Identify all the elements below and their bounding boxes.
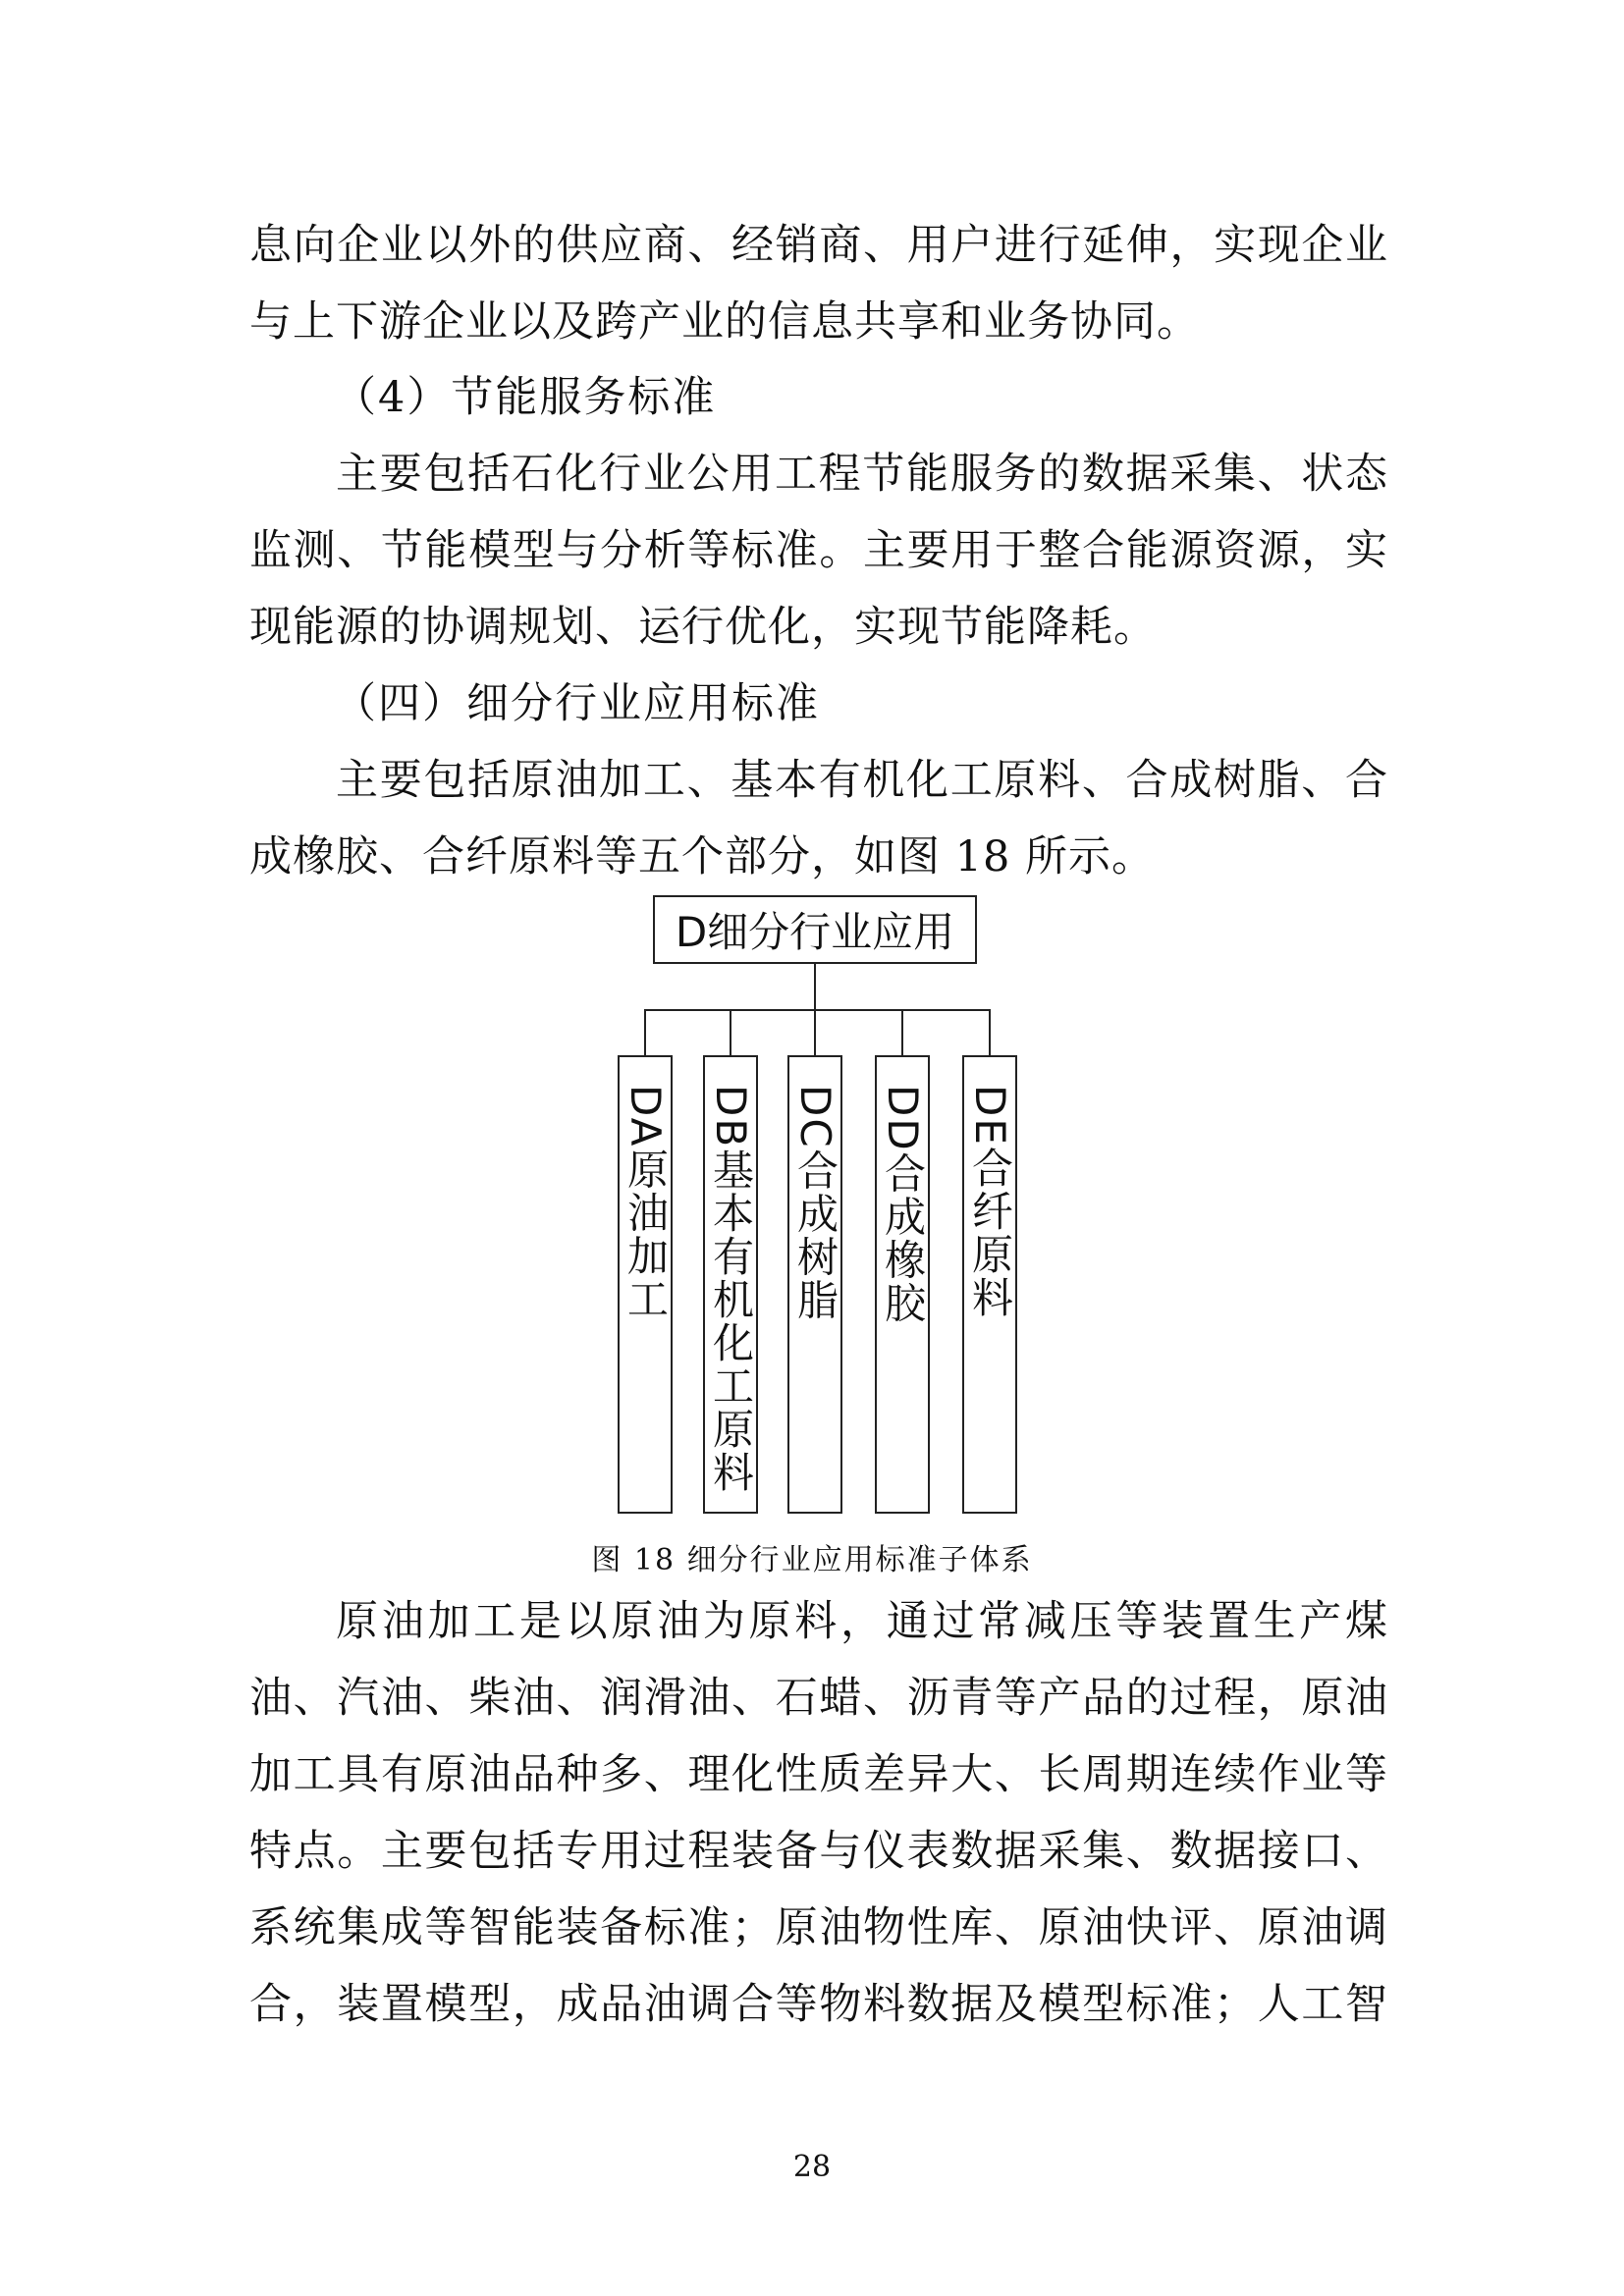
paragraph-line: 特点。主要包括专用过程装备与仪表数据采集、数据接口、: [249, 1827, 1388, 1876]
diagram-child-label: DE合纤原料: [966, 1085, 1014, 1319]
diagram-child-label: DB基本有机化工原料: [707, 1085, 755, 1495]
paragraph-line: 息向企业以外的供应商、经销商、用户进行延伸，实现企业: [249, 221, 1388, 270]
paragraph-line: 现能源的协调规划、运行优化，实现节能降耗。: [249, 603, 1157, 652]
paragraph-line: 主要包括石化行业公用工程节能服务的数据采集、状态: [336, 450, 1388, 499]
page-number: 28: [792, 2150, 832, 2184]
section-heading: （4）节能服务标准: [334, 373, 717, 422]
paragraph-line: 加工具有原油品种多、理化性质差异大、长周期连续作业等: [249, 1750, 1388, 1799]
section-heading: （四）细分行业应用标准: [334, 679, 820, 728]
paragraph-line: 合，装置模型，成品油调合等物料数据及模型标准；人工智: [249, 1980, 1388, 2029]
connector-trunk: [814, 964, 816, 1010]
diagram-child-node: [962, 1055, 1017, 1514]
connector-drop: [814, 1009, 816, 1055]
connector-drop: [730, 1009, 731, 1055]
paragraph-line: 原油加工是以原油为原料，通过常减压等装置生产煤: [336, 1597, 1388, 1646]
diagram-child-label: DA原油加工: [622, 1085, 670, 1321]
paragraph-line: 与上下游企业以及跨产业的信息共享和业务协同。: [249, 297, 1200, 347]
figure-caption: 图 18 细分行业应用标准子体系: [591, 1543, 1033, 1577]
connector-bar: [644, 1009, 991, 1011]
diagram-root-label: D细分行业应用: [675, 908, 955, 956]
diagram-child-node: [875, 1055, 930, 1514]
diagram-child-node: [703, 1055, 758, 1514]
paragraph-line: 主要包括原油加工、基本有机化工原料、合成树脂、合: [336, 756, 1388, 805]
diagram-child-label: DC合成树脂: [791, 1085, 839, 1322]
paragraph-line: 成橡胶、合纤原料等五个部分，如图 18 所示。: [249, 832, 1156, 881]
paragraph-line: 监测、节能模型与分析等标准。主要用于整合能源资源，实: [249, 526, 1388, 575]
paragraph-line: 系统集成等智能装备标准；原油物性库、原油快评、原油调: [249, 1903, 1388, 1952]
connector-drop: [989, 1009, 991, 1055]
diagram-child-label: DD合成橡胶: [879, 1085, 927, 1325]
diagram-child-node: [787, 1055, 842, 1514]
connector-drop: [644, 1009, 646, 1055]
connector-drop: [901, 1009, 903, 1055]
paragraph-line: 油、汽油、柴油、润滑油、石蜡、沥青等产品的过程，原油: [249, 1674, 1388, 1723]
diagram-root-node: [653, 895, 977, 964]
diagram-child-node: [618, 1055, 673, 1514]
